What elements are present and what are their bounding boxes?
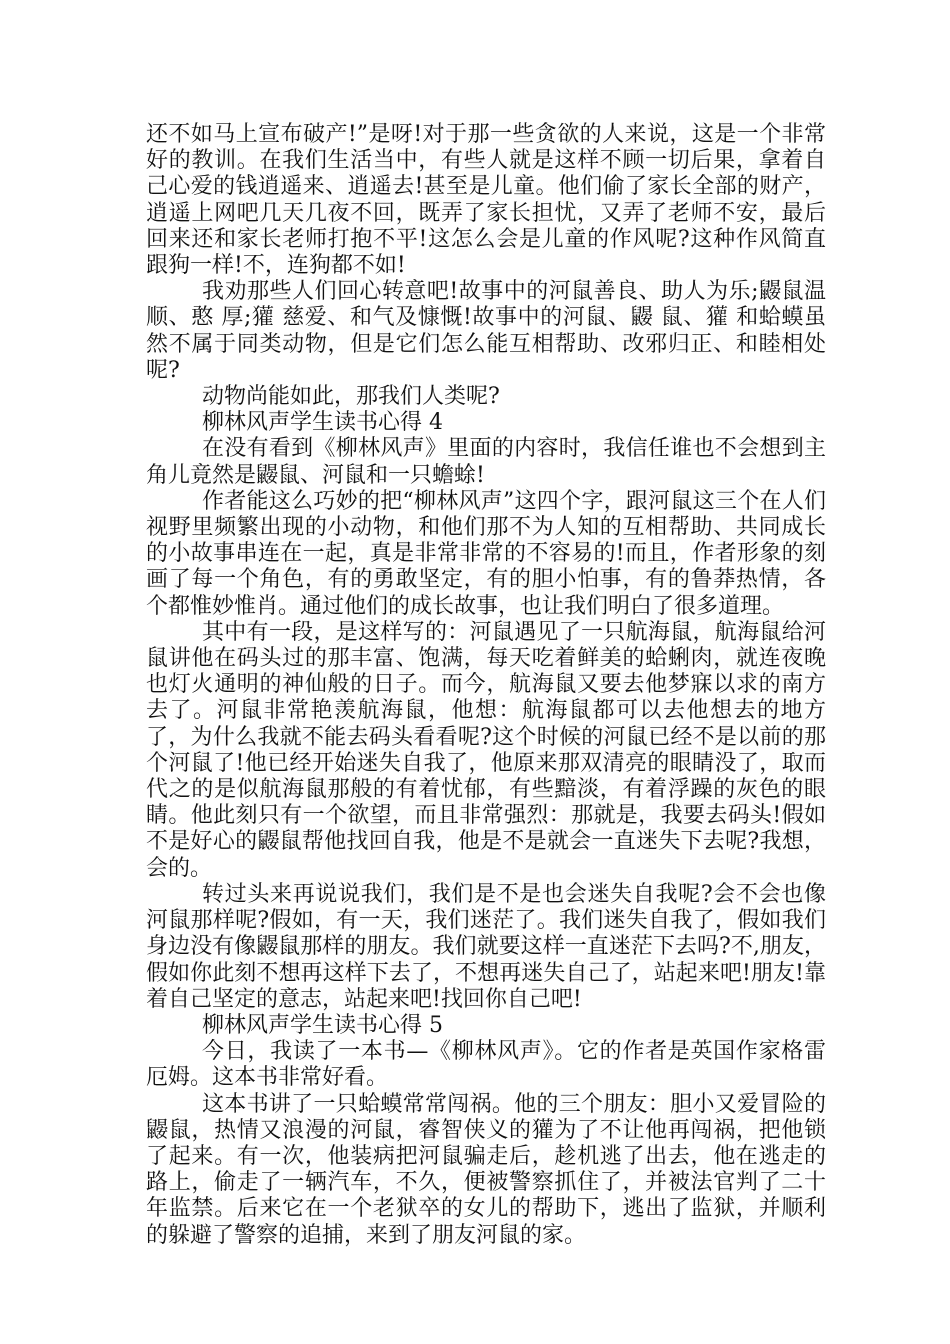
document-page xyxy=(146,122,826,1249)
paragraph-6: 作者能这么巧妙的把“柳林风声”这四个字，跟河鼠这三个在人们视野里频繁出现的小动物，和他们那不为人知的互相帮助、共同成长的小故事串连在一起，真是非常非常的不容易的!而且，作者形象的刻画了每一个角色，有的勇敢坚定，有的胆小怕事，有的鲁莽热情，各个都惟妙惟肖。通过他们的成长故事，也让我们明白了很多道理。 xyxy=(146,488,826,619)
paragraph-2: 我劝那些人们回心转意吧!故事中的河鼠善良、助人为乐;鼹鼠温顺、憨 厚;獾 慈爱、和气及慷慨!故事中的河鼠、鼹 鼠、獾 和蛤蟆虽然不属于同类动物，但是它们怎么能互相帮助、改邪归正、和睦相处呢? xyxy=(146,279,826,383)
paragraph-5: 在没有看到《柳林风声》里面的内容时，我信任谁也不会想到主角儿竟然是鼹鼠、河鼠和一只蟾蜍! xyxy=(146,436,826,488)
paragraph-11: 这本书讲了一只蛤蟆常常闯祸。他的三个朋友：胆小又爱冒险的鼹鼠，热情又浪漫的河鼠，睿智侠义的獾为了不让他再闯祸，把他锁了起来。有一次，他装病把河鼠骗走后，趁机逃了出去，他在逃走的路上，偷走了一辆汽车，不久，便被警察抓住了，并被法官判了二十年监禁。后来它在一个老狱卒的女儿的帮助下，逃出了监狱，并顺利的躲避了警察的追捕，来到了朋友河鼠的家。 xyxy=(146,1091,826,1248)
paragraph-8: 转过头来再说说我们，我们是不是也会迷失自我呢?会不会也像河鼠那样呢?假如，有一天，我们迷茫了。我们迷失自我了，假如我们身边没有像鼹鼠那样的朋友。我们就要这样一直迷茫下去吗?不,朋友，假如你此刻不想再这样下去了，不想再迷失自己了，站起来吧!朋友!靠着自己坚定的意志，站起来吧!找回你自己吧! xyxy=(146,881,826,1012)
paragraph-7: 其中有一段，是这样写的：河鼠遇见了一只航海鼠，航海鼠给河鼠讲他在码头过的那丰富、饱满，每天吃着鲜美的蛤蜊肉，就连夜晚也灯火通明的神仙般的日子。而今，航海鼠又要去他梦寐以求的南方去了。河鼠非常艳羡航海鼠，他想：航海鼠都可以去他想去的地方了，为什么我就不能去码头看看呢?这个时候的河鼠已经不是以前的那个河鼠了!他已经开始迷失自我了，他原来那双清亮的眼睛没了，取而代之的是似航海鼠那般的有着忧郁，有些黯淡，有着浮躁的灰色的眼睛。他此刻只有一个欲望，而且非常强烈：那就是，我要去码头!假如不是好心的鼹鼠帮他找回自我，他是不是就会一直迷失下去呢?我想，会的。 xyxy=(146,619,826,881)
paragraph-3: 动物尚能如此，那我们人类呢? xyxy=(202,384,500,410)
paragraph-1: 还不如马上宣布破产!”是呀!对于那一些贪欲的人来说，这是一个非常好的教训。在我们生活当中，有些人就是这样不顾一切后果，拿着自己心爱的钱逍遥来、逍遥去!甚至是儿童。他们偷了家长全部的财产，逍遥上网吧几天几夜不回，既弄了家长担忧，又弄了老师不安，最后回来还和家长老师打抱不平!这怎么会是儿童的作风呢?这种作风简直跟狗一样!不，连狗都不如! xyxy=(146,122,826,279)
section-heading-5: 柳林风声学生读书心得 5 xyxy=(202,1012,443,1038)
section-heading-4: 柳林风声学生读书心得 4 xyxy=(202,410,443,436)
paragraph-10: 今日，我读了一本书—《柳林风声》。它的作者是英国作家格雷厄姆。这本书非常好看。 xyxy=(146,1039,826,1091)
